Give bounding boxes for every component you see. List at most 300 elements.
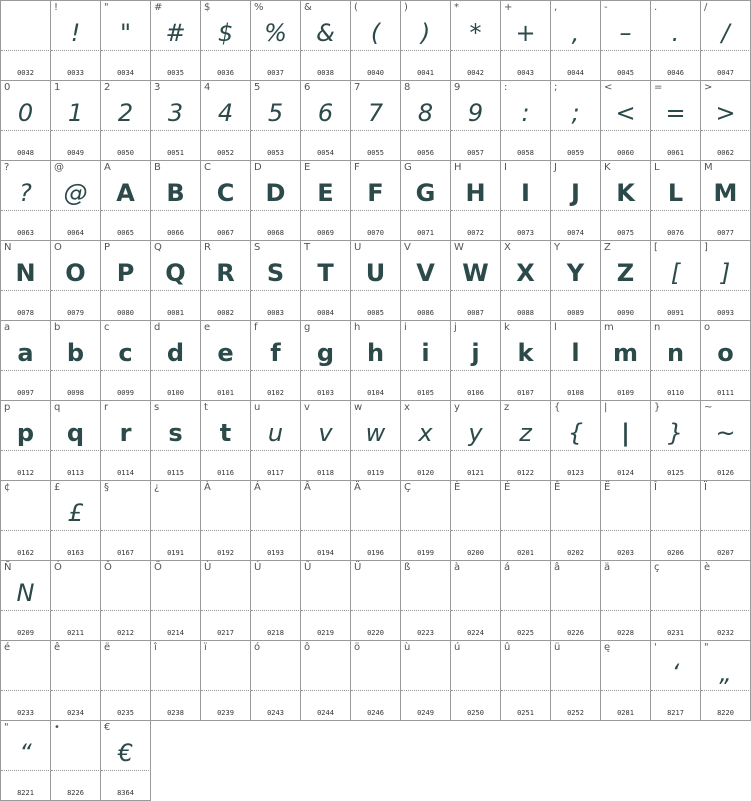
glyph-cell[interactable] [0,640,51,721]
glyph-cell-label: K [604,162,611,173]
glyph-preview: £ [67,499,84,527]
baseline-dotted-line [301,530,351,531]
glyph-cell[interactable] [550,400,601,481]
baseline-dotted-line [501,530,551,531]
glyph-cell[interactable] [150,560,201,641]
glyph-preview: p [16,419,35,447]
glyph-cell[interactable] [650,560,701,641]
glyph-preview: y [468,419,483,447]
glyph-preview: e [217,339,234,367]
glyph-cell-label: Ú [254,562,262,573]
baseline-dotted-line [251,530,301,531]
glyph-cell-label: i [404,322,407,333]
baseline-dotted-line [601,130,651,131]
glyph-cell[interactable] [550,320,601,401]
glyph-cell[interactable] [650,640,701,721]
baseline-dotted-line [451,450,501,451]
glyph-cell-label: P [104,242,111,253]
glyph-cell[interactable] [700,240,751,321]
glyph-code: 0235 [117,709,134,717]
glyph-cell-label: R [204,242,211,253]
glyph-cell[interactable] [0,80,51,161]
glyph-cell[interactable] [500,240,551,321]
glyph-preview: 9 [467,99,484,127]
glyph-cell[interactable] [100,240,151,321]
baseline-dotted-line [701,50,751,51]
glyph-cell[interactable] [600,560,651,641]
baseline-dotted-line [701,450,751,451]
glyph-preview [401,655,450,691]
glyph-cell[interactable] [250,0,301,81]
glyph-code: 0067 [217,229,234,237]
glyph-cell-label: # [154,2,163,13]
baseline-dotted-line [451,690,501,691]
glyph-cell-label: 5 [254,82,261,93]
glyph-code: 0044 [567,69,584,77]
glyph-cell[interactable] [650,480,701,561]
glyph-cell[interactable] [150,80,201,161]
glyph-cell[interactable] [100,0,151,81]
glyph-cell[interactable] [500,400,551,481]
glyph-cell[interactable] [700,480,751,561]
glyph-code: 0228 [617,629,634,637]
glyph-cell-label: N [4,242,12,253]
glyph-cell[interactable] [300,320,351,401]
glyph-cell[interactable] [100,720,151,801]
baseline-dotted-line [351,130,401,131]
glyph-cell-label: ' [654,642,657,653]
glyph-cell[interactable] [150,320,201,401]
glyph-cell[interactable] [350,560,401,641]
baseline-dotted-line [451,370,501,371]
glyph-cell[interactable] [450,640,501,721]
glyph-cell[interactable] [300,0,351,81]
glyph-cell-label: É [504,482,511,493]
baseline-dotted-line [251,690,301,691]
baseline-dotted-line [151,610,201,611]
glyph-preview: . [671,19,680,47]
glyph-cell[interactable] [450,80,501,161]
baseline-dotted-line [51,610,101,611]
glyph-cell[interactable] [100,400,151,481]
glyph-code: 0099 [117,389,134,397]
glyph-cell[interactable] [300,160,351,241]
glyph-code: 0066 [167,229,184,237]
glyph-cell[interactable] [300,480,351,561]
glyph-preview: | [621,419,630,447]
glyph-preview [251,495,300,531]
glyph-cell-label: E [304,162,311,173]
glyph-cell-label: h [354,322,361,333]
glyph-cell[interactable] [350,240,401,321]
glyph-code: 0105 [417,389,434,397]
glyph-cell[interactable] [450,320,501,401]
glyph-preview [401,575,450,611]
glyph-cell[interactable] [700,160,751,241]
glyph-cell[interactable] [400,160,451,241]
baseline-dotted-line [651,50,701,51]
glyph-cell[interactable] [0,720,51,801]
glyph-cell[interactable] [50,560,101,641]
glyph-cell[interactable] [200,640,251,721]
baseline-dotted-line [651,210,701,211]
baseline-dotted-line [251,610,301,611]
glyph-cell-label: x [404,402,410,413]
glyph-code: 8220 [717,709,734,717]
glyph-preview: K [616,179,635,207]
glyph-cell[interactable] [550,480,601,561]
glyph-preview: C [216,179,235,207]
glyph-cell[interactable] [400,640,451,721]
glyph-cell[interactable] [300,400,351,481]
glyph-cell-label: à [454,562,461,573]
glyph-cell-label: O [54,242,62,253]
glyph-cell-label: Û [304,562,312,573]
glyph-preview: ( [370,19,381,47]
baseline-dotted-line [101,690,151,691]
glyph-cell[interactable] [400,320,451,401]
glyph-preview [351,495,400,531]
baseline-dotted-line [51,770,101,771]
glyph-cell[interactable] [200,320,251,401]
glyph-cell[interactable] [450,400,501,481]
glyph-cell[interactable] [250,560,301,641]
baseline-dotted-line [1,690,51,691]
glyph-cell[interactable] [200,240,251,321]
glyph-cell[interactable] [700,320,751,401]
glyph-preview: V [416,259,435,287]
glyph-cell[interactable] [550,240,601,321]
baseline-dotted-line [651,610,701,611]
glyph-cell[interactable] [150,640,201,721]
glyph-cell[interactable] [50,80,101,161]
glyph-cell[interactable] [650,160,701,241]
glyph-cell-label: M [704,162,713,173]
glyph-cell[interactable] [350,640,401,721]
glyph-preview: Z [616,259,635,287]
glyph-code: 0211 [67,629,84,637]
baseline-dotted-line [1,130,51,131]
glyph-cell[interactable] [500,640,551,721]
glyph-cell[interactable] [50,0,101,81]
glyph-preview: ~ [715,419,736,447]
glyph-cell[interactable] [200,80,251,161]
glyph-preview: 2 [117,99,134,127]
glyph-cell-label: @ [54,162,64,173]
glyph-cell[interactable] [250,640,301,721]
glyph-code: 0219 [317,629,334,637]
baseline-dotted-line [401,610,451,611]
glyph-code: 0196 [367,549,384,557]
baseline-dotted-line [451,610,501,611]
glyph-cell[interactable] [150,160,201,241]
glyph-cell[interactable] [450,560,501,641]
glyph-code: 0126 [717,469,734,477]
glyph-cell-label: ( [354,2,358,13]
glyph-cell-label: y [454,402,460,413]
glyph-cell[interactable] [700,400,751,481]
glyph-cell-label: Z [604,242,611,253]
glyph-cell[interactable] [250,400,301,481]
glyph-code: 0220 [367,629,384,637]
glyph-preview [301,575,350,611]
glyph-preview: w [365,419,386,447]
glyph-code: 0090 [617,309,634,317]
glyph-cell[interactable] [300,80,351,161]
glyph-cell[interactable] [0,480,51,561]
glyph-cell[interactable] [650,240,701,321]
glyph-cell[interactable] [600,0,651,81]
glyph-code: 0102 [267,389,284,397]
glyph-cell-label: â [554,562,561,573]
glyph-cell[interactable] [400,480,451,561]
glyph-cell[interactable] [100,640,151,721]
baseline-dotted-line [1,50,51,51]
baseline-dotted-line [551,690,601,691]
glyph-code: 0217 [217,629,234,637]
glyph-preview [1,15,50,51]
baseline-dotted-line [1,450,51,451]
glyph-cell[interactable] [300,240,351,321]
glyph-cell[interactable] [100,160,151,241]
glyph-cell[interactable] [450,480,501,561]
glyph-preview [401,495,450,531]
glyph-cell[interactable] [0,560,51,641]
glyph-preview [301,655,350,691]
glyph-cell[interactable] [650,400,701,481]
baseline-dotted-line [101,450,151,451]
glyph-cell[interactable] [650,320,701,401]
glyph-code: 0069 [317,229,334,237]
baseline-dotted-line [401,450,451,451]
glyph-cell[interactable] [550,0,601,81]
glyph-code: 0065 [117,229,134,237]
baseline-dotted-line [601,50,651,51]
baseline-dotted-line [401,210,451,211]
glyph-code: 0101 [217,389,234,397]
glyph-code: 0162 [17,549,34,557]
glyph-cell[interactable] [450,160,501,241]
glyph-cell[interactable] [450,0,501,81]
glyph-code: 0033 [67,69,84,77]
glyph-cell-label: ï [204,642,207,653]
glyph-cell[interactable] [350,160,401,241]
glyph-cell[interactable] [50,400,101,481]
glyph-cell[interactable] [600,640,651,721]
glyph-code: 0053 [267,149,284,157]
glyph-cell[interactable] [300,640,351,721]
glyph-cell[interactable] [600,400,651,481]
glyph-cell-label: b [54,322,61,333]
glyph-cell-label: ? [4,162,10,173]
glyph-cell[interactable] [100,80,151,161]
glyph-cell[interactable] [200,400,251,481]
glyph-cell[interactable] [350,0,401,81]
glyph-cell[interactable] [200,160,251,241]
glyph-cell[interactable] [700,640,751,721]
glyph-cell[interactable] [200,480,251,561]
glyph-cell[interactable] [500,0,551,81]
baseline-dotted-line [101,770,151,771]
baseline-dotted-line [501,450,551,451]
glyph-preview: 6 [317,99,334,127]
glyph-code: 0032 [17,69,34,77]
glyph-cell-label: v [304,402,310,413]
glyph-preview: ; [571,99,580,127]
baseline-dotted-line [651,450,701,451]
glyph-code: 0036 [217,69,234,77]
glyph-cell[interactable] [200,560,251,641]
baseline-dotted-line [401,130,451,131]
glyph-cell[interactable] [550,80,601,161]
glyph-preview: P [116,259,135,287]
glyph-cell[interactable] [350,80,401,161]
glyph-cell[interactable] [250,480,301,561]
glyph-cell[interactable] [500,80,551,161]
glyph-cell[interactable] [700,80,751,161]
glyph-cell[interactable] [400,400,451,481]
glyph-cell[interactable] [100,320,151,401]
glyph-cell[interactable] [0,240,51,321]
glyph-code: 0055 [367,149,384,157]
glyph-cell[interactable] [50,160,101,241]
glyph-cell[interactable] [550,160,601,241]
glyph-cell[interactable] [250,80,301,161]
glyph-cell-label: 9 [454,82,461,93]
glyph-cell[interactable] [600,80,651,161]
glyph-cell-label: Ï [704,482,707,493]
glyph-cell[interactable] [0,400,51,481]
glyph-cell[interactable] [450,240,501,321]
baseline-dotted-line [101,610,151,611]
baseline-dotted-line [51,50,101,51]
glyph-cell[interactable] [50,640,101,721]
glyph-cell[interactable] [150,480,201,561]
glyph-cell-label: $ [204,2,211,13]
glyph-code: 0225 [517,629,534,637]
baseline-dotted-line [401,530,451,531]
baseline-dotted-line [551,50,601,51]
glyph-cell-label: T [304,242,311,253]
glyph-cell[interactable] [400,240,451,321]
baseline-dotted-line [551,130,601,131]
glyph-cell[interactable] [500,320,551,401]
glyph-code: 0200 [467,549,484,557]
glyph-cell[interactable] [500,160,551,241]
glyph-cell[interactable] [200,0,251,81]
glyph-cell[interactable] [600,320,651,401]
glyph-code: 0034 [117,69,134,77]
glyph-cell[interactable] [0,0,51,81]
glyph-code: 0234 [67,709,84,717]
glyph-cell[interactable] [350,320,401,401]
glyph-code: 0194 [317,549,334,557]
glyph-cell[interactable] [650,0,701,81]
glyph-cell-label: m [604,322,614,333]
baseline-dotted-line [201,690,251,691]
glyph-cell-label: û [504,642,511,653]
glyph-cell[interactable] [50,240,101,321]
glyph-cell[interactable] [400,560,451,641]
glyph-cell-label: " [104,2,109,13]
glyph-code: 8226 [67,789,84,797]
glyph-cell[interactable] [600,160,651,241]
glyph-preview: z [519,419,532,447]
glyph-cell[interactable] [400,80,451,161]
glyph-cell-label: A [104,162,111,173]
glyph-cell-label: ! [54,2,59,13]
glyph-cell-label: o [704,322,711,333]
baseline-dotted-line [201,530,251,531]
glyph-cell[interactable] [350,400,401,481]
glyph-preview: ! [70,19,81,47]
glyph-code: 0077 [717,229,734,237]
glyph-preview [151,655,200,691]
glyph-cell[interactable] [50,480,101,561]
glyph-preview: W [462,259,489,287]
baseline-dotted-line [501,210,551,211]
glyph-cell[interactable] [500,560,551,641]
glyph-cell[interactable] [50,320,101,401]
glyph-cell-label: j [454,322,457,333]
glyph-cell[interactable] [100,480,151,561]
glyph-code: 8221 [17,789,34,797]
glyph-cell[interactable] [150,0,201,81]
glyph-preview [101,655,150,691]
baseline-dotted-line [51,690,101,691]
glyph-cell[interactable] [100,560,151,641]
glyph-cell[interactable] [250,320,301,401]
glyph-preview: # [165,19,186,47]
glyph-preview [601,495,650,531]
glyph-cell-label: F [354,162,360,173]
baseline-dotted-line [201,290,251,291]
glyph-cell[interactable] [550,560,601,641]
glyph-cell[interactable] [50,720,101,801]
glyph-cell[interactable] [350,480,401,561]
glyph-cell[interactable] [700,0,751,81]
baseline-dotted-line [151,210,201,211]
baseline-dotted-line [501,690,551,691]
baseline-dotted-line [51,130,101,131]
glyph-cell[interactable] [150,240,201,321]
glyph-code: 0079 [67,309,84,317]
glyph-cell[interactable] [0,320,51,401]
glyph-cell[interactable] [700,560,751,641]
glyph-code: 0224 [467,629,484,637]
glyph-cell[interactable] [600,240,651,321]
glyph-cell-label: H [454,162,462,173]
glyph-cell[interactable] [250,160,301,241]
glyph-code: 0049 [67,149,84,157]
glyph-cell-label: [ [654,242,658,253]
glyph-cell[interactable] [650,80,701,161]
glyph-cell[interactable] [250,240,301,321]
glyph-code: 0051 [167,149,184,157]
glyph-cell[interactable] [400,0,451,81]
glyph-cell[interactable] [150,400,201,481]
glyph-preview [51,735,100,771]
glyph-preview: M [713,179,738,207]
glyph-cell[interactable] [300,560,351,641]
glyph-cell[interactable] [0,160,51,241]
glyph-preview: ) [420,19,431,47]
glyph-cell[interactable] [600,480,651,561]
glyph-cell[interactable] [550,640,601,721]
glyph-cell[interactable] [500,480,551,561]
glyph-cell-label: > [704,82,713,93]
glyph-code: 0119 [367,469,384,477]
